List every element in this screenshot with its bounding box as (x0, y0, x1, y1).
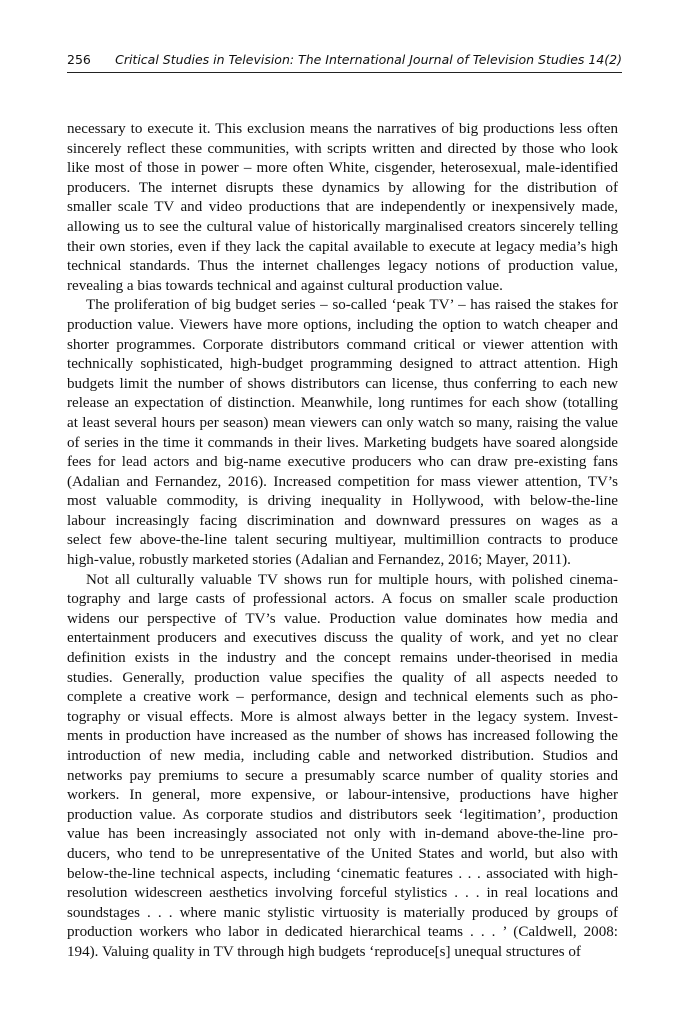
text-line: most valuable commodity, is driving inequality in Hollywood, with below-the-line (67, 493, 618, 510)
text-line: tography or visual effects. More is almost always better in the legacy system. Invest- (67, 708, 618, 725)
text-line: smaller scale TV and video productions that are independently or inexpensively made, (67, 199, 618, 216)
text-line: production workers who labor in dedicated hierarchical teams . . . ’ (Caldwell, 2008: (67, 924, 618, 941)
text-line: sincerely reflect these communities, with scripts written and directed by those who look (67, 140, 618, 157)
text-line: revealing a bias towards technical and against cultural production value. (67, 277, 503, 294)
text-line: production value. As corporate studios and distributors seek ‘legitimation’, production (67, 806, 618, 823)
text-line: studies. Generally, production value specifies the quality of all aspects needed to (67, 669, 618, 686)
text-line: their own stories, even if they lack the capital available to execute at legacy media’s high (67, 238, 618, 255)
text-line: allowing us to see the cultural value of historically marginalised creators sincerely telling (67, 218, 618, 235)
text-line: producers. The internet disrupts these dynamics by allowing for the distribution of (67, 179, 618, 196)
text-line: ments in production have increased as the number of shows has increased following the (67, 728, 618, 745)
text-line: workers. In general, more expensive, or labour-intensive, productions have higher (67, 787, 618, 804)
text-line: technically sophisticated, high-budget programming designed to attract attention. High (67, 356, 618, 373)
text-line: production value. Viewers have more options, including the option to watch cheaper and (67, 316, 618, 333)
journal-title: Critical Studies in Television: The International Journal of Television Studies 14(2) (115, 52, 622, 67)
page-number: 256 (67, 52, 91, 67)
text-line: widens our perspective of TV’s value. Production value dominates how media and (67, 610, 618, 627)
text-line: at least several hours per season) mean viewers can only watch so many, raising the value (67, 414, 618, 431)
text-line: budgets limit the number of shows distributors can license, thus conferring to each new (67, 375, 618, 392)
text-line: networks pay premiums to secure a presumably scarce number of quality stories and (67, 767, 618, 784)
text-line: value has been increasingly associated not only with in-demand above-the-line pro- (67, 826, 618, 843)
text-line: ducers, who tend to be unrepresentative of the United States and world, but also with (67, 845, 618, 862)
text-line: definition exists in the industry and the concept remains under-theorised in media (67, 650, 618, 667)
text-line: necessary to execute it. This exclusion means the narratives of big productions less often (67, 121, 618, 137)
text-line: complete a creative work – performance, design and technical elements such as pho- (67, 689, 618, 706)
text-line: The proliferation of big budget series – so-called ‘peak TV’ – has raised the stakes for (86, 297, 618, 314)
text-line: like most of those in power – more often White, cisgender, heterosexual, male-identified (67, 160, 618, 177)
running-header (67, 52, 622, 73)
text-line: Not all culturally valuable TV shows run for multiple hours, with polished cinema- (86, 571, 618, 588)
body-text (67, 120, 618, 963)
text-line: (Adalian and Fernandez, 2016). Increased competition for mass viewer attention, TV’s (67, 473, 618, 490)
text-line: high-value, robustly marketed stories (Adalian and Fernandez, 2016; Mayer, 2011). (67, 552, 571, 569)
text-line: release an expectation of distinction. Meanwhile, long runtimes for each show (totalling (67, 395, 618, 412)
text-line: fees for lead actors and big-name executive producers who can draw pre-existing fans (67, 454, 618, 471)
text-line: labour increasingly facing discrimination and downward pressures on wages as a (67, 512, 618, 529)
text-line: technical standards. Thus the internet challenges legacy notions of production value, (67, 258, 618, 275)
text-line: introduction of new media, including cable and networked distribution. Studios and (67, 748, 618, 764)
text-line: shorter programmes. Corporate distributors command critical or viewer attention with (67, 336, 618, 353)
text-line: entertainment producers and executives discuss the quality of work, and yet no clear (67, 630, 618, 647)
text-line: 194). Valuing quality in TV through high budgets ‘reproduce[s] unequal structures of (67, 943, 581, 960)
text-line: soundstages . . . where manic stylistic virtuosity is materially produced by groups of (67, 904, 618, 921)
text-line: of series in the time it commands in their lives. Marketing budgets have soared alongside (67, 434, 618, 451)
text-line: select few above-the-line talent securing multiyear, multimillion contracts to produce (67, 532, 618, 549)
text-line: tography and large casts of professional actors. A focus on smaller scale production (67, 591, 618, 608)
text-line: resolution widescreen aesthetics involving forceful stylistics . . . in real locations and (67, 885, 618, 902)
text-line: below-the-line technical aspects, including ‘cinematic features . . . associated with high- (67, 865, 618, 882)
